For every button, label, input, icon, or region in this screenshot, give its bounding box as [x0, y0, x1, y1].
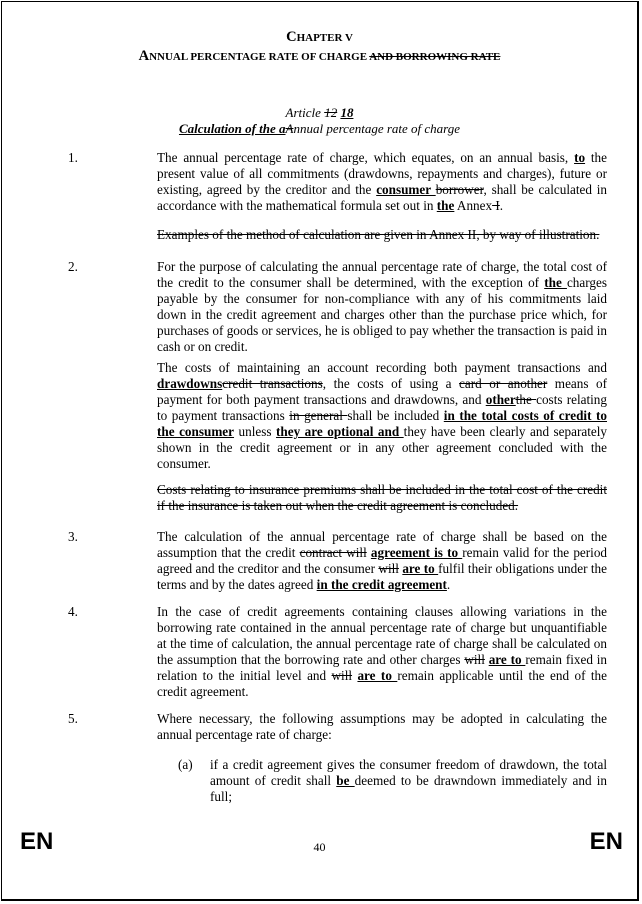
inserted-text: in the total costs of credit to the consumer: [157, 408, 608, 439]
chapter-heading: [2, 28, 637, 66]
deleted-text: contract will: [299, 545, 367, 560]
document-page: [1, 1, 639, 901]
subparagraph-a: if a credit agreement gives the consumer freedom of drawdown, the total amount of credit shall be deemed to be drawndown immediately and in full;: [210, 757, 608, 804]
paragraph-4: In the case of credit agreements containing clauses allowing variations in the borrowing rate contained in the annual percentage rate of charge but unquantifiable at the time of calculation, the annual percentage rate of charge shall be calculated on the assumption that the borrowing rate and other charges will are to remain fixed in relation to the initial level and will are to remain applicable until the end of the credit agreement.: [157, 604, 608, 699]
deleted-text: I: [492, 198, 500, 213]
deleted-text: A: [285, 121, 294, 136]
deleted-text: AND BORROWING RATE: [369, 51, 501, 63]
paragraph-2: For the purpose of calculating the annual percentage rate of charge, the total cost of the credit to the consumer shall be determined, with the exception of the charges payable by the consumer for non-compliance with any of his commitments laid down in the credit agreement and charges other than the purchase price which, for purchases of goods or services, he is obliged to pay whether the transaction is paid in cash or on credit.: [157, 259, 607, 354]
inserted-text: be: [336, 773, 355, 788]
paragraph-2-costs: The costs of maintaining an account recording both payment transactions and drawdownscredit transactions, the costs of using a card or another means of payment for both payment transactions and drawdowns, and otherthe costs relating to payment transactions in general shall be included in the total costs of credit to the consumer unless they are optional and they have been clearly and separately shown in the credit agreement or in any other agreement concluded with the consumer.: [157, 360, 608, 471]
inserted-text: other: [485, 392, 516, 407]
chapter-number: CHAPTER V: [286, 29, 353, 45]
paragraph-number: 2.: [68, 259, 78, 274]
inserted-text: in the credit agreement: [316, 577, 447, 592]
paragraph-number: 1.: [68, 150, 78, 165]
deleted-text: Examples of the method of calculation are given in Annex II, by way of illustration.: [157, 227, 600, 242]
paragraph-1-deleted: [157, 227, 607, 243]
page-number: 40: [313, 840, 326, 854]
article-number: Article 12 18: [285, 105, 354, 120]
inserted-text: Calculation of the a: [178, 121, 286, 136]
paragraph-number: 5.: [68, 711, 78, 726]
inserted-text: 18: [340, 105, 354, 120]
inserted-text: drawdowns: [157, 376, 223, 391]
deleted-text: card or another: [459, 376, 548, 391]
inserted-text: agreement is to: [370, 545, 463, 560]
paragraph-2-deleted: [157, 482, 607, 514]
deleted-text: credit transactions: [222, 376, 323, 391]
deleted-text: the: [515, 392, 537, 407]
inserted-text: are to: [488, 652, 526, 667]
inserted-text: the: [436, 198, 455, 213]
paragraph-5: Where necessary, the following assumptions may be adopted in calculating the annual percentage rate of charge:: [157, 711, 607, 742]
deleted-text: 12: [324, 105, 338, 120]
language-code-left: EN: [20, 828, 54, 855]
deleted-text: will: [331, 668, 353, 683]
paragraph-number: 4.: [68, 604, 78, 619]
deleted-text: Costs relating to insurance premiums shall be included in the total cost of the credit if the insurance is taken out when the credit agreement is concluded.: [157, 482, 607, 513]
inserted-text: consumer: [376, 182, 436, 197]
subparagraph-label: (a): [178, 757, 193, 772]
deleted-text: will: [378, 561, 399, 576]
article-heading: [2, 105, 637, 137]
language-code-right: EN: [589, 828, 623, 855]
deleted-text: borrower: [435, 182, 484, 197]
paragraph-number: 3.: [68, 529, 78, 544]
article-title: Calculation of the aAnnual percentage rate of charge: [178, 121, 461, 136]
paragraph-1: The annual percentage rate of charge, which equates, on an annual basis, to the present value of all commitments (drawdowns, repayments and charges), future or existing, agreed by the creditor and the consumer borrower, shall be calculated in accordance with the mathematical formula set out in the Annex I.: [157, 150, 608, 213]
deleted-text: in general: [289, 408, 348, 423]
inserted-text: are to: [357, 668, 398, 683]
inserted-text: are to: [402, 561, 439, 576]
chapter-title: ANNUAL PERCENTAGE RATE OF CHARGE AND BORROWING RATE: [138, 48, 501, 64]
paragraph-3: The calculation of the annual percentage rate of charge shall be based on the assumption that the credit contract will agreement is to remain valid for the period agreed and the creditor and the consumer will are to fulfil their obligations under the terms and by the dates agreed in the credit agreement.: [157, 529, 608, 592]
deleted-text: will: [464, 652, 485, 667]
inserted-text: to: [574, 150, 586, 165]
inserted-text: they are optional and: [276, 424, 404, 439]
inserted-text: the: [544, 275, 567, 290]
